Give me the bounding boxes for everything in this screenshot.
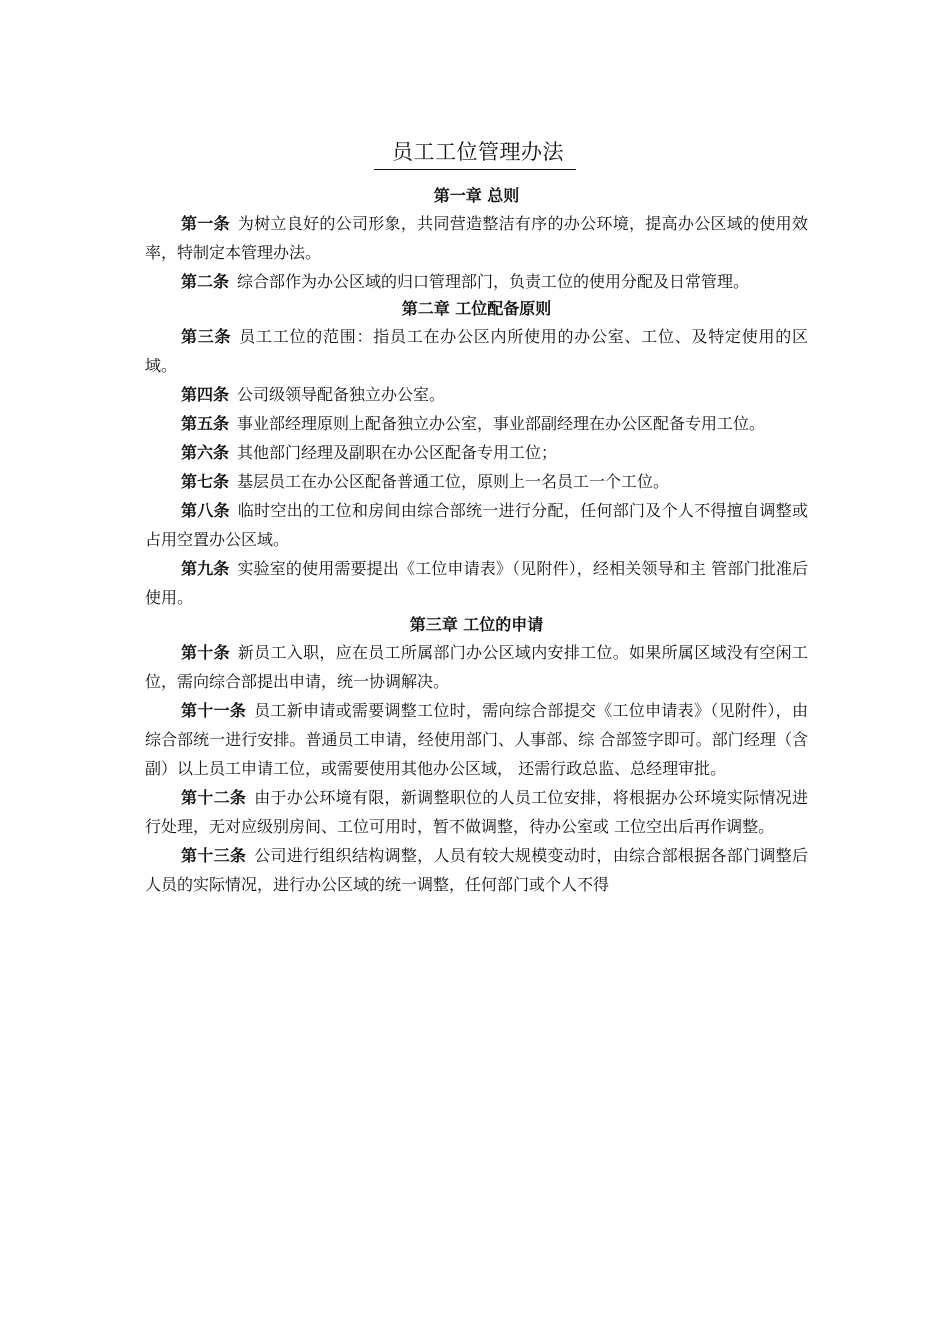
article bbox=[145, 209, 808, 267]
article-number: 第四条 bbox=[181, 385, 230, 404]
article bbox=[145, 380, 808, 409]
article-number: 第九条 bbox=[181, 559, 230, 578]
article bbox=[145, 554, 808, 612]
title-block bbox=[0, 136, 950, 170]
article-number: 第十二条 bbox=[181, 788, 247, 807]
article-text: 公司进行组织结构调整，人员有较大规模变动时，由综合部根据各部门调整后人员的实际情况，进行办公区域的统一调整，任何部门或个人不得 bbox=[145, 846, 808, 894]
chapter-heading: 第二章 工位配备原则 bbox=[401, 299, 552, 318]
article bbox=[145, 496, 808, 554]
article-text: 由于办公环境有限，新调整职位的人员工位安排，将根据办公环境实际情况进行处理，无对应级别房间、工位可用时，暂不做调整，待办公室或 工位空出后再作调整。 bbox=[145, 788, 808, 836]
article bbox=[145, 696, 808, 783]
article-number: 第十一条 bbox=[181, 701, 247, 720]
article-number: 第七条 bbox=[181, 472, 230, 491]
article bbox=[145, 409, 808, 438]
article bbox=[145, 438, 808, 467]
document-body bbox=[145, 183, 808, 899]
article-number: 第三条 bbox=[181, 327, 232, 346]
chapter-heading: 第一章 总则 bbox=[433, 186, 520, 205]
article bbox=[145, 783, 808, 841]
article-text: 综合部作为办公区域的归口管理部门，负责工位的使用分配及日常管理。 bbox=[237, 272, 750, 291]
article-text: 基层员工在办公区配备普通工位，原则上一名员工一个工位。 bbox=[237, 472, 670, 491]
article-number: 第五条 bbox=[181, 414, 230, 433]
article-text: 公司级领导配备独立办公室。 bbox=[237, 385, 446, 404]
article bbox=[145, 467, 808, 496]
article bbox=[145, 841, 808, 899]
chapter-heading: 第三章 工位的申请 bbox=[409, 615, 544, 634]
article bbox=[145, 322, 808, 380]
article-text: 实验室的使用需要提出《工位申请表》（见附件），经相关领导和主 管部门批准后使用。 bbox=[145, 559, 808, 607]
article-text: 员工工位的范围：指员工在办公区内所使用的办公室、工位、及特定使用的区域。 bbox=[145, 327, 808, 375]
document-title: 员工工位管理办法 bbox=[374, 136, 576, 170]
article-number: 第八条 bbox=[181, 501, 230, 520]
article-text: 临时空出的工位和房间由综合部统一进行分配，任何部门及个人不得擅自调整或占用空置办公区域。 bbox=[145, 501, 808, 549]
article-number: 第十三条 bbox=[181, 846, 247, 865]
article-text: 其他部门经理及副职在办公区配备专用工位； bbox=[237, 443, 558, 462]
article-text: 新员工入职，应在员工所属部门办公区域内安排工位。如果所属区域没有空闲工位，需向综合部提出申请，统一协调解决。 bbox=[145, 643, 808, 691]
article-text: 事业部经理原则上配备独立办公室，事业部副经理在办公区配备专用工位。 bbox=[237, 414, 766, 433]
article-number: 第一条 bbox=[181, 214, 230, 233]
article-number: 第六条 bbox=[181, 443, 230, 462]
article bbox=[145, 638, 808, 696]
article-text: 员工新申请或需要调整工位时，需向综合部提交《工位申请表》（见附件），由综合部统一进行安排。普通员工申请，经使用部门、人事部、综 合部签字即可。部门经理（含副）以上员工申请工位，或需要使用其他办公区域， 还需行政总监、总经理审批。 bbox=[145, 701, 808, 778]
article-text: 为树立良好的公司形象，共同营造整洁有序的办公环境，提高办公区域的使用效率，特制定本管理办法。 bbox=[145, 214, 808, 262]
article-number: 第十条 bbox=[181, 643, 230, 662]
article bbox=[145, 267, 808, 296]
article-number: 第二条 bbox=[181, 272, 230, 291]
